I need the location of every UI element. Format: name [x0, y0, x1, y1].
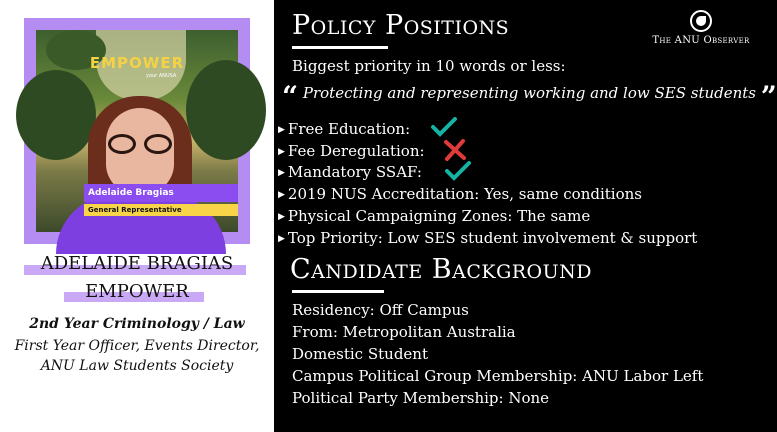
close-quote-icon: ”: [760, 80, 777, 113]
logo-text: The ANU Observer: [652, 35, 750, 46]
policy-item: ▶ Top Priority: Low SES student involvement & support: [278, 229, 698, 247]
priority-quote-row: [282, 80, 777, 113]
check-icon: [444, 160, 472, 182]
background-line: Political Party Membership: None: [292, 389, 550, 407]
policy-item: ▶ Physical Campaigning Zones: The same: [278, 207, 591, 225]
background-line: From: Metropolitan Australia: [292, 323, 516, 341]
policy-title-underline: [292, 46, 388, 49]
candidate-experience-line1: First Year Officer, Events Director,: [14, 338, 260, 354]
policy-item: ▶ Free Education:: [278, 120, 411, 138]
background-line: Domestic Student: [292, 345, 428, 363]
candidate-photo: [36, 30, 238, 232]
priority-quote: Protecting and representing working and low SES students: [302, 84, 756, 102]
photo-brand-subtext: your ANUSA: [146, 73, 177, 79]
policy-item: ▶ Mandatory SSAF:: [278, 163, 422, 181]
open-quote-icon: “: [282, 80, 299, 113]
policy-panel: [274, 0, 777, 432]
cross-icon: [442, 138, 468, 162]
priority-label: Biggest priority in 10 words or less:: [292, 57, 566, 75]
background-line: Campus Political Group Membership: ANU Labor Left: [292, 367, 704, 385]
policy-item: ▶ 2019 NUS Accreditation: Yes, same conditions: [278, 185, 642, 203]
candidate-degree: 2nd Year Criminology / Law: [29, 316, 245, 332]
candidate-photo-frame: [24, 18, 250, 244]
background-title-underline: [292, 290, 384, 293]
policy-item: ▶ Fee Deregulation:: [278, 142, 425, 160]
candidate-experience-line2: ANU Law Students Society: [40, 358, 234, 374]
candidate-panel: [0, 0, 274, 432]
photo-brand-text: EMPOWER: [89, 54, 185, 72]
candidate-name: ADELAIDE BRAGIAS: [40, 253, 234, 274]
policy-title: Policy Positions: [292, 10, 510, 41]
background-title: Candidate Background: [290, 254, 593, 285]
candidate-party: EMPOWER: [85, 281, 189, 302]
check-icon: [430, 116, 458, 138]
photo-role-tag: General Representative: [84, 204, 238, 216]
observer-logo: [646, 10, 756, 46]
background-line: Residency: Off Campus: [292, 301, 469, 319]
observer-logo-icon: [690, 10, 712, 32]
photo-name-tag: Adelaide Bragias: [84, 184, 238, 202]
